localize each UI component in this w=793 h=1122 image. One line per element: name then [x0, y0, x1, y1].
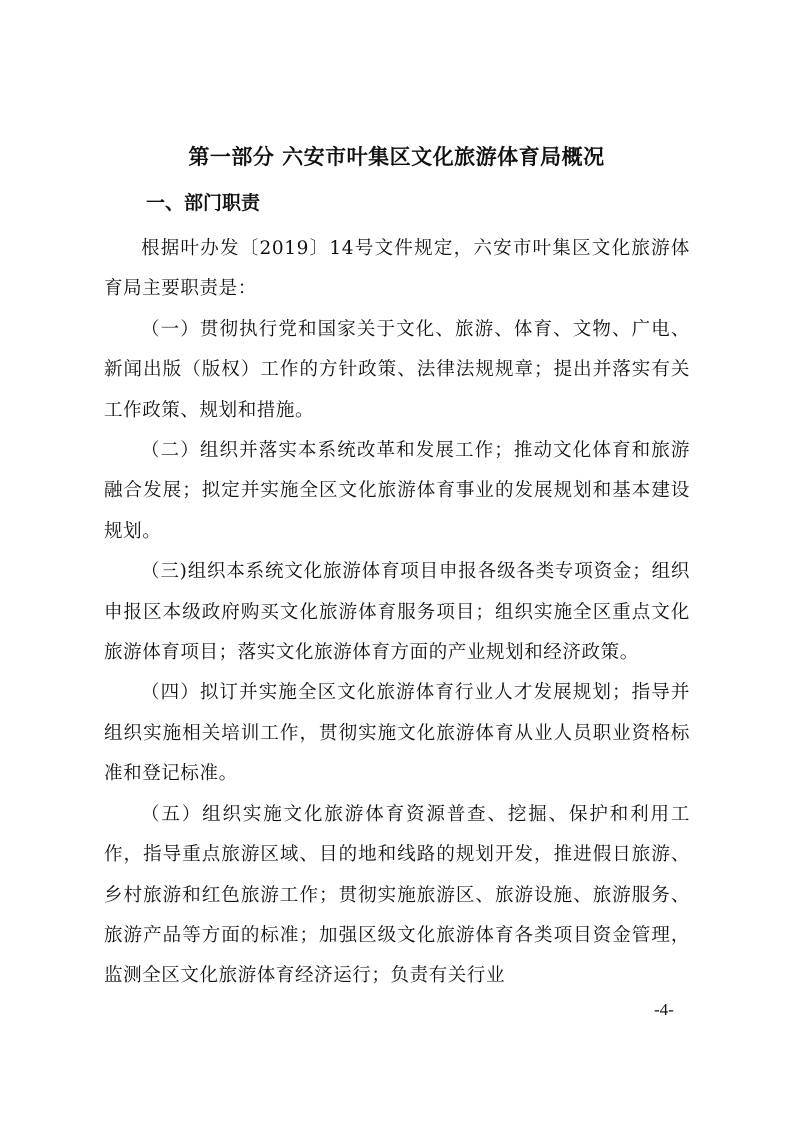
paragraph-intro: 根据叶办发〔2019〕14号文件规定，六安市叶集区文化旅游体育局主要职责是：	[104, 238, 690, 300]
paragraph-duty-5: （五）组织实施文化旅游体育资源普查、挖掘、保护和利用工作，指导重点旅游区域、目的地和线路的规划开发，推进假日旅游、乡村旅游和红色旅游工作；贯彻实施旅游区、旅游设施、旅游服务、旅游产品等方面的标准；加强区级文化旅游体育各类项目资金管理，监测全区文化旅游体育经济运行；负责有关行业	[104, 803, 690, 987]
paragraph-duty-3: （三)组织本系统文化旅游体育项目申报各级各类专项资金；组织申报区本级政府购买文化旅游体育服务项目；组织实施全区重点文化旅游体育项目；落实文化旅游体育方面的产业规划和经济政策。	[104, 561, 690, 664]
body-text	[104, 229, 690, 997]
page-number: -4-	[654, 1000, 674, 1019]
paragraph-duty-4: （四）拟订并实施全区文化旅游体育行业人才发展规划；指导并组织实施相关培训工作，贯彻实施文化旅游体育从业人员职业资格标准和登记标准。	[104, 682, 690, 785]
paragraph-duty-2: （二）组织并落实本系统改革和发展工作；推动文化体育和旅游融合发展；拟定并实施全区文化旅游体育事业的发展规划和基本建设规划。	[104, 440, 690, 542]
section-heading: 一、部门职责	[146, 192, 261, 214]
page-title: 第一部分 六安市叶集区文化旅游体育局概况	[188, 145, 605, 169]
paragraph-duty-1: （一）贯彻执行党和国家关于文化、旅游、体育、文物、广电、新闻出版（版权）工作的方针政策、法律法规规章；提出并落实有关工作政策、规划和措施。	[104, 318, 690, 421]
